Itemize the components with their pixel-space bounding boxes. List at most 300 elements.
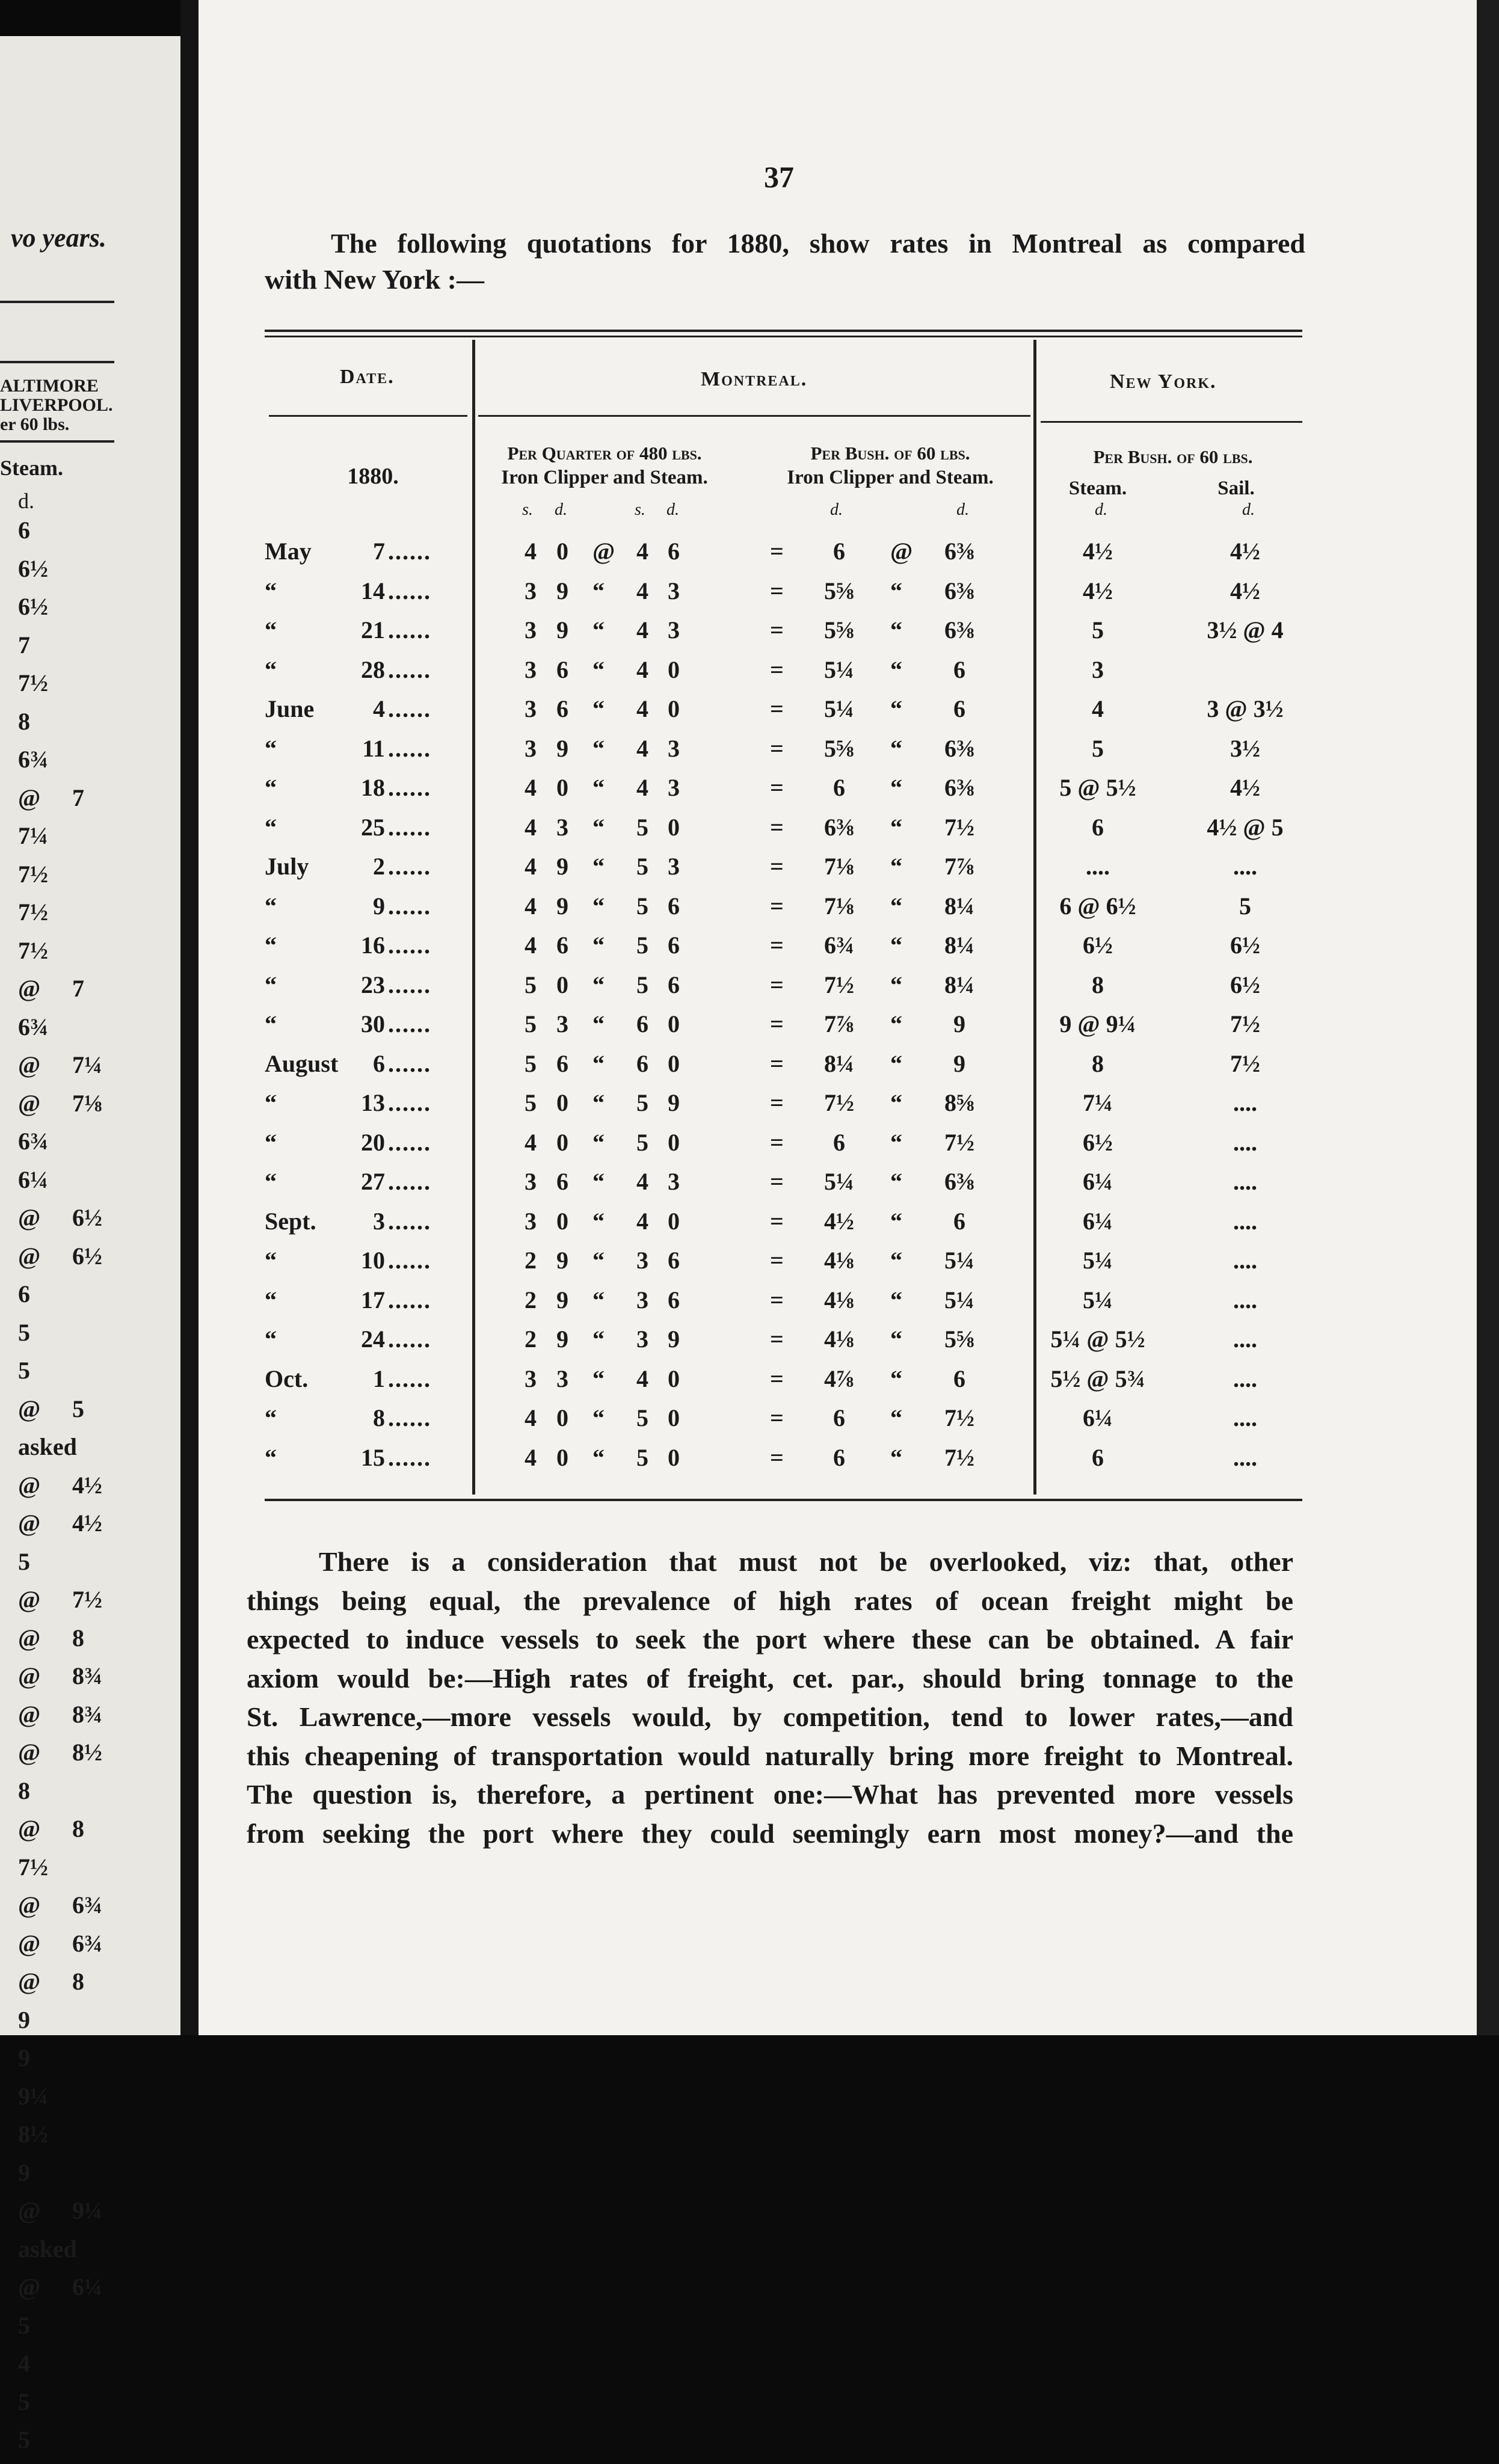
cell-steam: 5¼ <box>1083 1247 1113 1274</box>
cell-s1: 3 <box>525 1168 537 1195</box>
leader-dots: ...... <box>388 932 431 959</box>
cell-b2: 8¼ <box>944 932 974 959</box>
cell-b2: 7½ <box>944 1404 974 1431</box>
cell-b2: 7½ <box>944 813 974 841</box>
cell-d2: 6 <box>668 1247 680 1274</box>
sub-iron-clipper: Iron Clipper and Steam. <box>501 467 708 488</box>
left-row <box>0 1738 180 1777</box>
left-row <box>0 2196 180 2235</box>
left-col-steam: Steam. <box>0 456 63 480</box>
left-cell: 7¼ <box>72 1051 102 1078</box>
left-row <box>0 1585 180 1624</box>
cell-day: 14 <box>361 577 385 604</box>
unit-d: d. <box>956 500 969 519</box>
left-row <box>0 2158 180 2197</box>
left-cell: 5 <box>18 2311 30 2339</box>
left-cell: @ <box>18 1662 41 1689</box>
sub-ny-per-bush: Per Bush. of 60 lbs. <box>1093 446 1253 467</box>
left-cell: @ <box>18 784 41 811</box>
cell-b1: 5¼ <box>824 695 854 722</box>
table-row <box>265 1404 1299 1442</box>
cell-steam: 5 <box>1092 616 1104 644</box>
cell-at: “ <box>593 1089 605 1116</box>
cell-d2: 3 <box>668 853 680 880</box>
left-row <box>0 2311 180 2350</box>
cell-at: “ <box>593 1049 605 1077</box>
left-cell: 7 <box>18 631 30 659</box>
cell-at: “ <box>593 577 605 604</box>
cell-b1: 4⅛ <box>824 1247 854 1274</box>
cell-d1: 0 <box>556 774 568 801</box>
body-line: this cheapening of transportation would naturally bring more freight to Montreal. <box>247 1740 1293 1771</box>
cell-s1: 4 <box>525 1128 537 1156</box>
left-cell: 5 <box>18 2426 30 2453</box>
left-cell: 7½ <box>72 1586 102 1613</box>
left-cell: asked <box>18 2235 77 2263</box>
cell-s1: 2 <box>525 1286 537 1313</box>
cell-at: “ <box>593 616 605 644</box>
table-row <box>265 773 1299 812</box>
left-cell: 7½ <box>18 860 48 888</box>
cell-b1: 5⅝ <box>824 734 854 762</box>
cell-b1: 5⅝ <box>824 577 854 604</box>
cell-sail: 6½ <box>1230 971 1260 998</box>
cell-day: 21 <box>361 616 385 644</box>
left-cell: 6¾ <box>18 1013 48 1040</box>
cell-d1: 0 <box>556 971 568 998</box>
cell-eq: = <box>770 1365 784 1392</box>
left-row <box>0 516 180 555</box>
cell-d1: 9 <box>556 616 568 644</box>
left-row <box>0 1280 180 1318</box>
cell-d2: 6 <box>668 892 680 920</box>
cell-b2: 6 <box>953 1207 965 1235</box>
cell-month: “ <box>265 577 277 604</box>
left-cell: 7½ <box>18 669 48 696</box>
cell-day: 17 <box>361 1286 385 1313</box>
cell-b1: 4½ <box>824 1207 854 1235</box>
cell-s1: 4 <box>525 892 537 920</box>
header-rule <box>478 415 1030 417</box>
cell-day: 25 <box>361 813 385 841</box>
cell-month: June <box>265 695 315 722</box>
leader-dots: ...... <box>388 695 431 722</box>
cell-s2: 5 <box>636 1128 648 1156</box>
left-row <box>0 2388 180 2426</box>
cell-s1: 5 <box>525 1049 537 1077</box>
left-cell: 4½ <box>72 1471 102 1499</box>
left-cell: 6½ <box>18 555 48 582</box>
left-row <box>0 1433 180 1471</box>
cell-d2: 3 <box>668 734 680 762</box>
cell-d1: 6 <box>556 695 568 722</box>
left-cell: 7 <box>72 784 84 811</box>
cell-steam: 5 @ 5½ <box>1059 774 1136 801</box>
cell-eq: = <box>770 1404 784 1431</box>
cell-b2: 6⅜ <box>944 538 974 565</box>
cell-s2: 4 <box>636 538 648 565</box>
left-cell: 4½ <box>72 1510 102 1537</box>
left-col-head: LIVERPOOL. <box>0 395 113 415</box>
cell-at2: “ <box>890 774 902 801</box>
left-row <box>0 2082 180 2121</box>
table-row <box>265 1286 1299 1324</box>
left-row <box>0 1203 180 1242</box>
cell-b1: 7⅛ <box>824 853 854 880</box>
cell-at2: “ <box>890 734 902 762</box>
cell-eq: = <box>770 1247 784 1274</box>
left-page-rule <box>0 361 114 363</box>
cell-at2: “ <box>890 1089 902 1116</box>
left-cell: 6¾ <box>72 1929 102 1957</box>
body-line: axiom would be:—High rates of freight, cet. par., should bring tonnage to the <box>247 1662 1293 1694</box>
cell-s1: 4 <box>525 932 537 959</box>
cell-s1: 5 <box>525 1010 537 1037</box>
cell-s1: 4 <box>525 538 537 565</box>
cell-s2: 3 <box>636 1326 648 1353</box>
cell-at: “ <box>593 1010 605 1037</box>
table-row <box>265 892 1299 930</box>
left-cell: 4 <box>18 2350 30 2377</box>
table-row <box>265 1089 1299 1127</box>
cell-month: “ <box>265 813 277 841</box>
cell-b2: 7½ <box>944 1128 974 1156</box>
cell-s2: 4 <box>636 1365 648 1392</box>
cell-b2: 5¼ <box>944 1286 974 1313</box>
body-paragraph <box>247 1543 1293 1853</box>
cell-steam: 5½ @ 5¾ <box>1050 1365 1145 1392</box>
header-montreal: Montreal. <box>701 368 808 390</box>
cell-month: “ <box>265 1168 277 1195</box>
left-row <box>0 1814 180 1853</box>
cell-s2: 6 <box>636 1049 648 1077</box>
left-cell: 9 <box>18 2044 30 2071</box>
cell-eq: = <box>770 656 784 683</box>
table-row <box>265 1365 1299 1403</box>
left-row <box>0 1089 180 1128</box>
sub-per-bush: Per Bush. of 60 lbs. <box>810 443 970 464</box>
left-cell: 8 <box>18 707 30 735</box>
left-cell: 6 <box>18 517 30 544</box>
cell-steam: .... <box>1086 853 1110 880</box>
cell-s1: 3 <box>525 616 537 644</box>
table-bottom-rule <box>265 1499 1302 1501</box>
cell-sail: .... <box>1233 1286 1257 1313</box>
cell-b2: 9 <box>953 1049 965 1077</box>
cell-sail: 3 @ 3½ <box>1207 695 1284 722</box>
cell-s2: 5 <box>636 1404 648 1431</box>
unit-d: d. <box>1095 500 1107 519</box>
left-page-rule <box>0 440 114 443</box>
cell-s2: 5 <box>636 1089 648 1116</box>
cell-eq: = <box>770 734 784 762</box>
left-cell: @ <box>18 1471 41 1499</box>
left-row <box>0 1471 180 1510</box>
left-cell: 8½ <box>18 2121 48 2148</box>
body-line: St. Lawrence,—more vessels would, by competition, tend to lower rates,—and <box>247 1701 1293 1732</box>
cell-month: “ <box>265 1443 277 1471</box>
cell-d2: 0 <box>668 695 680 722</box>
left-row <box>0 1700 180 1739</box>
cell-month: “ <box>265 1128 277 1156</box>
cell-d2: 0 <box>668 1010 680 1037</box>
unit-d: d. <box>666 500 679 519</box>
cell-at: “ <box>593 1365 605 1392</box>
cell-s1: 3 <box>525 1207 537 1235</box>
cell-d2: 0 <box>668 1365 680 1392</box>
cell-steam: 5 <box>1092 734 1104 762</box>
table-top-rule <box>265 336 1302 337</box>
cell-sail: .... <box>1233 1207 1257 1235</box>
table-row <box>265 695 1299 733</box>
cell-eq: = <box>770 1207 784 1235</box>
cell-b1: 8¼ <box>824 1049 854 1077</box>
cell-sail: 5 <box>1239 892 1251 920</box>
leader-dots: ...... <box>388 853 431 880</box>
intro-paragraph <box>265 226 1305 298</box>
cell-b1: 5¼ <box>824 1168 854 1195</box>
cell-d1: 0 <box>556 538 568 565</box>
cell-day: 23 <box>361 971 385 998</box>
cell-eq: = <box>770 1168 784 1195</box>
left-row <box>0 784 180 822</box>
cell-month: May <box>265 538 312 565</box>
left-cell: 8 <box>72 1815 84 1842</box>
cell-at: “ <box>593 734 605 762</box>
cell-eq: = <box>770 1326 784 1353</box>
cell-day: 24 <box>361 1326 385 1353</box>
leader-dots: ...... <box>388 1207 431 1235</box>
cell-eq: = <box>770 695 784 722</box>
table-row <box>265 1128 1299 1167</box>
leader-dots: ...... <box>388 1365 431 1392</box>
cell-b2: 9 <box>953 1010 965 1037</box>
cell-d2: 6 <box>668 538 680 565</box>
page-gutter <box>180 0 199 2035</box>
cell-b1: 7½ <box>824 971 854 998</box>
left-cell: @ <box>18 1586 41 1613</box>
cell-sail: 3½ <box>1230 734 1260 762</box>
left-cell: 5 <box>72 1395 84 1422</box>
cell-at: “ <box>593 892 605 920</box>
cell-b1: 6 <box>833 1404 845 1431</box>
left-row <box>0 2273 180 2311</box>
cell-d2: 0 <box>668 1443 680 1471</box>
cell-day: 11 <box>362 734 385 762</box>
left-cell: @ <box>18 1204 41 1231</box>
cell-sail: 4½ <box>1230 577 1260 604</box>
left-cell: 9 <box>18 2158 30 2186</box>
cell-day: 9 <box>373 892 385 920</box>
sub-iron-clipper: Iron Clipper and Steam. <box>787 467 994 488</box>
left-cell: 6¾ <box>18 746 48 773</box>
left-cell: @ <box>18 2273 41 2300</box>
left-cell: 9¼ <box>18 2082 48 2110</box>
cell-at2: “ <box>890 813 902 841</box>
header-rule <box>269 415 467 417</box>
table-row <box>265 1443 1299 1482</box>
cell-day: 10 <box>361 1247 385 1274</box>
cell-at2: “ <box>890 1207 902 1235</box>
cell-b1: 7⅛ <box>824 892 854 920</box>
left-cell: @ <box>18 1624 41 1651</box>
cell-eq: = <box>770 1443 784 1471</box>
cell-s2: 3 <box>636 1247 648 1274</box>
cell-sail: .... <box>1233 1404 1257 1431</box>
leader-dots: ...... <box>388 616 431 644</box>
cell-at: “ <box>593 774 605 801</box>
left-row <box>0 2006 180 2044</box>
cell-steam: 8 <box>1092 1049 1104 1077</box>
cell-sail: .... <box>1233 1326 1257 1353</box>
cell-at2: “ <box>890 853 902 880</box>
table-row <box>265 852 1299 891</box>
left-cell: 6¼ <box>72 2273 102 2300</box>
cell-sail: 7½ <box>1230 1010 1260 1037</box>
left-row <box>0 1662 180 1700</box>
cell-s2: 4 <box>636 734 648 762</box>
left-cell: @ <box>18 975 41 1002</box>
cell-sail: 7½ <box>1230 1049 1260 1077</box>
cell-s1: 3 <box>525 695 537 722</box>
leader-dots: ...... <box>388 538 431 565</box>
left-cell: @ <box>18 1242 41 1270</box>
cell-at: “ <box>593 1286 605 1313</box>
cell-sail: 4½ @ 5 <box>1207 813 1284 841</box>
cell-b2: 6⅜ <box>944 616 974 644</box>
cell-d2: 6 <box>668 932 680 959</box>
cell-month: “ <box>265 774 277 801</box>
cell-at2: “ <box>890 971 902 998</box>
left-row <box>0 898 180 936</box>
cell-month: “ <box>265 1286 277 1313</box>
cell-b2: 6 <box>953 695 965 722</box>
cell-s2: 3 <box>636 1286 648 1313</box>
table-row <box>265 813 1299 852</box>
cell-d2: 3 <box>668 577 680 604</box>
left-cell: @ <box>18 1739 41 1766</box>
cell-b2: 6⅜ <box>944 577 974 604</box>
cell-b1: 4⅞ <box>824 1365 854 1392</box>
cell-at: “ <box>593 656 605 683</box>
left-row <box>0 1166 180 1204</box>
table-row <box>265 734 1299 773</box>
cell-d1: 6 <box>556 1049 568 1077</box>
cell-s2: 4 <box>636 695 648 722</box>
left-row <box>0 707 180 746</box>
left-cell: @ <box>18 2197 41 2224</box>
cell-at: “ <box>593 1326 605 1353</box>
cell-s2: 6 <box>636 1010 648 1037</box>
cell-b1: 6⅜ <box>824 813 854 841</box>
cell-d2: 0 <box>668 1049 680 1077</box>
cell-d1: 3 <box>556 813 568 841</box>
left-page-heading: vo years. <box>11 223 106 253</box>
left-row <box>0 555 180 593</box>
leader-dots: ...... <box>388 1168 431 1195</box>
left-cell: 6½ <box>18 593 48 620</box>
header-date: Date. <box>340 366 395 388</box>
cell-d1: 0 <box>556 1443 568 1471</box>
left-row <box>0 1356 180 1395</box>
left-page-rows <box>0 516 180 2464</box>
sub-steam: Steam. <box>1068 478 1127 499</box>
cell-eq: = <box>770 538 784 565</box>
cell-s2: 5 <box>636 853 648 880</box>
cell-day: 18 <box>361 774 385 801</box>
cell-b1: 6¾ <box>824 932 854 959</box>
cell-d1: 0 <box>556 1207 568 1235</box>
left-cell: 9¼ <box>72 2197 102 2224</box>
cell-at2: “ <box>890 892 902 920</box>
cell-at: “ <box>593 1443 605 1471</box>
cell-at2: “ <box>890 656 902 683</box>
cell-d2: 9 <box>668 1089 680 1116</box>
cell-b1: 5⅝ <box>824 616 854 644</box>
cell-d1: 6 <box>556 656 568 683</box>
cell-steam: 4½ <box>1083 577 1113 604</box>
left-row <box>0 1777 180 1815</box>
left-row <box>0 1547 180 1586</box>
cell-s2: 4 <box>636 656 648 683</box>
cell-at: “ <box>593 1168 605 1195</box>
cell-month: “ <box>265 971 277 998</box>
left-cell: @ <box>18 1051 41 1078</box>
cell-d1: 9 <box>556 1247 568 1274</box>
cell-s2: 4 <box>636 577 648 604</box>
leader-dots: ...... <box>388 1443 431 1471</box>
cell-steam: 5¼ @ 5½ <box>1050 1326 1145 1353</box>
cell-s2: 4 <box>636 774 648 801</box>
cell-steam: 6½ <box>1083 932 1113 959</box>
left-cell: 6 <box>18 1280 30 1307</box>
left-cell: 5 <box>18 1318 30 1346</box>
cell-b2: 5⅝ <box>944 1326 974 1353</box>
cell-eq: = <box>770 1286 784 1313</box>
cell-at: “ <box>593 1207 605 1235</box>
cell-at2: “ <box>890 577 902 604</box>
leader-dots: ...... <box>388 656 431 683</box>
left-row <box>0 592 180 631</box>
cell-b1: 7⅞ <box>824 1010 854 1037</box>
table-row <box>265 537 1299 576</box>
cell-b1: 6 <box>833 538 845 565</box>
cell-b2: 7⅞ <box>944 853 974 880</box>
cell-d1: 3 <box>556 1365 568 1392</box>
cell-s1: 3 <box>525 734 537 762</box>
cell-at: “ <box>593 1247 605 1274</box>
cell-eq: = <box>770 1089 784 1116</box>
left-cell: 6½ <box>72 1204 102 1231</box>
cell-eq: = <box>770 1049 784 1077</box>
cell-d1: 9 <box>556 1326 568 1353</box>
cell-d1: 9 <box>556 734 568 762</box>
body-line: The question is, therefore, a pertinent one:—What has prevented more vessels <box>247 1779 1293 1810</box>
cell-sail: .... <box>1233 1365 1257 1392</box>
cell-eq: = <box>770 1128 784 1156</box>
cell-at2: “ <box>890 1049 902 1077</box>
left-cell: 6½ <box>72 1242 102 1270</box>
cell-b2: 6 <box>953 656 965 683</box>
cell-b1: 6 <box>833 1128 845 1156</box>
cell-b2: 6⅜ <box>944 734 974 762</box>
left-row <box>0 2235 180 2273</box>
left-row <box>0 631 180 669</box>
left-row <box>0 1929 180 1968</box>
cell-d2: 6 <box>668 1286 680 1313</box>
left-row <box>0 936 180 975</box>
body-line: from seeking the port where they could seemingly earn most money?—and the <box>247 1817 1293 1849</box>
